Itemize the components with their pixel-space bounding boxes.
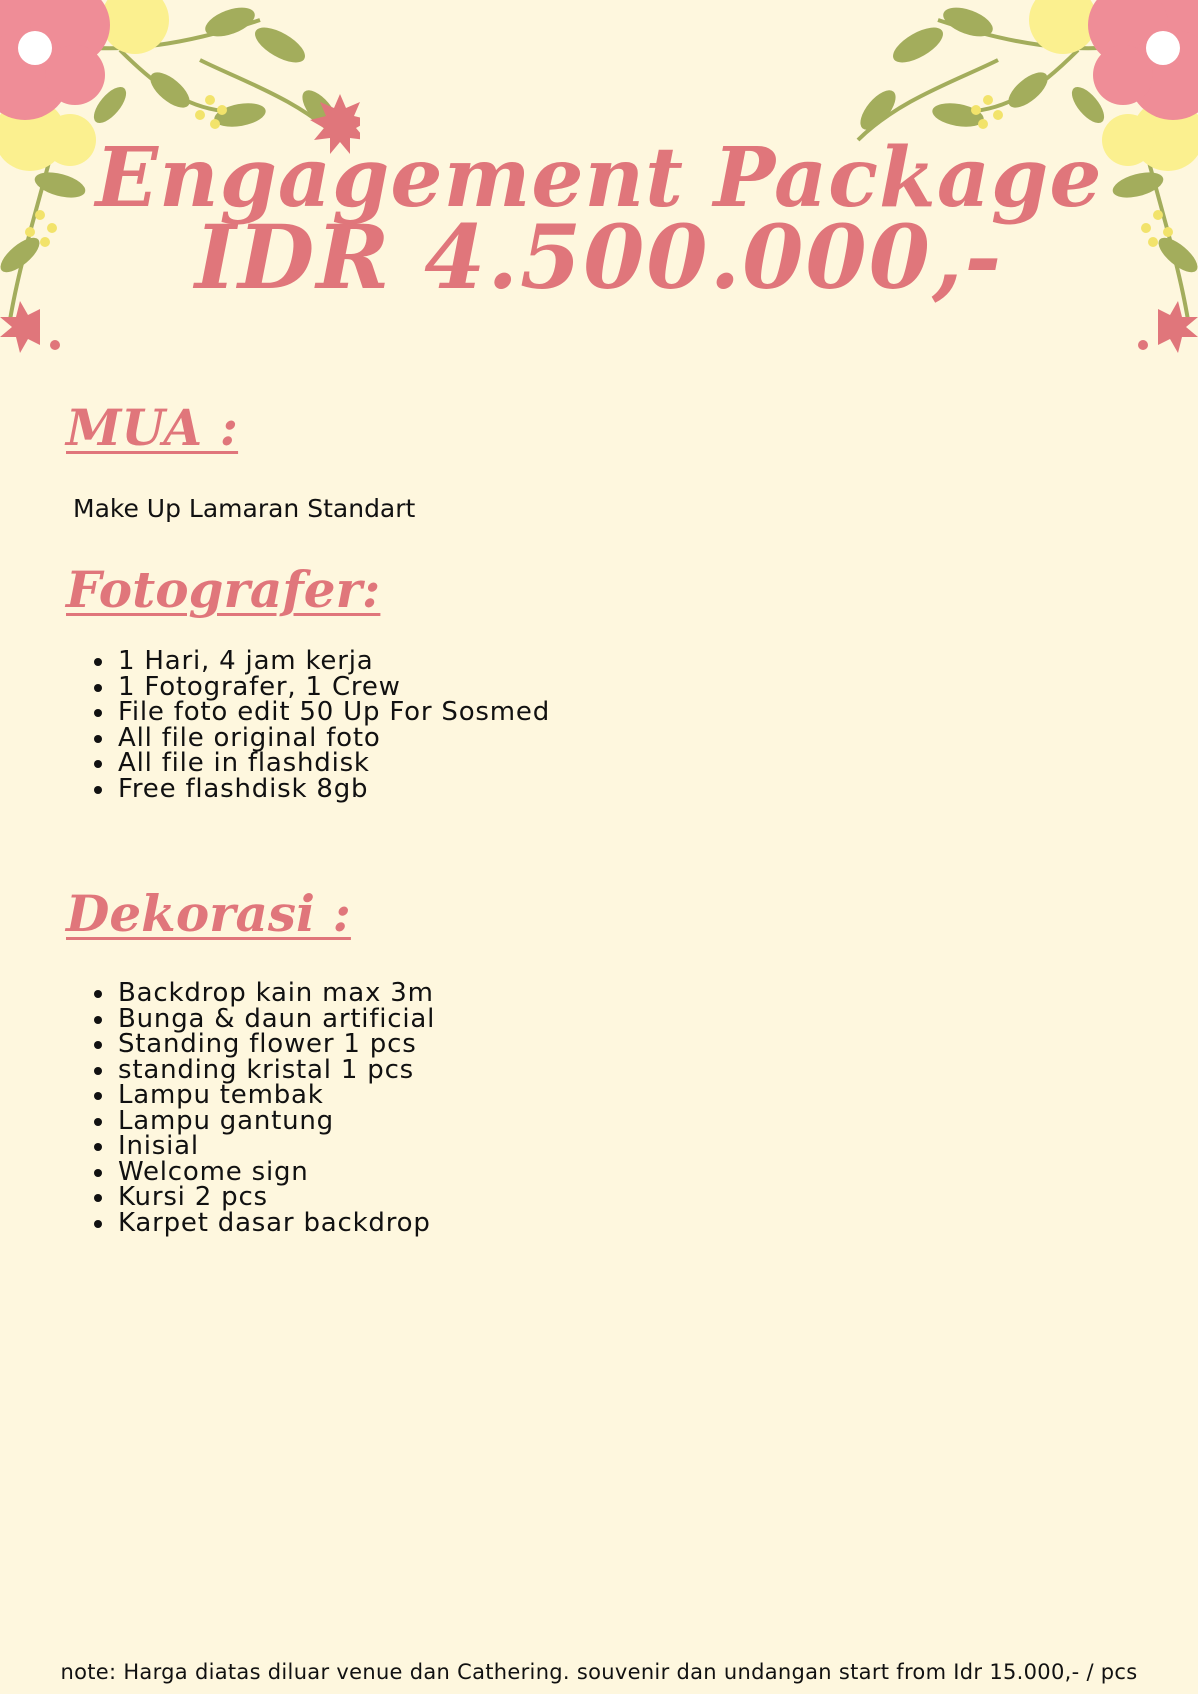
footer-note: note: Harga diatas diluar venue dan Cathering. souvenir dan undangan start from Idr 15.000,- / pcs xyxy=(60,1660,1138,1684)
list-item: • Standing flower 1 pcs xyxy=(116,1032,435,1058)
list-item: • Kursi 2 pcs xyxy=(116,1185,435,1211)
list-item: • All file original foto xyxy=(116,726,550,752)
list-item: • All file in flashdisk xyxy=(116,751,550,777)
list-item: • Free flashdisk 8gb xyxy=(116,777,550,803)
list-item: • 1 Hari, 4 jam kerja xyxy=(116,649,550,675)
fotografer-list xyxy=(74,646,551,804)
fotografer-heading: Fotografer: xyxy=(66,560,381,619)
list-item: • Welcome sign xyxy=(116,1160,435,1186)
package-price: IDR 4.500.000,- xyxy=(194,205,1004,309)
list-item: • Karpet dasar backdrop xyxy=(116,1211,435,1237)
list-item: • standing kristal 1 pcs xyxy=(116,1058,435,1084)
list-item: • Inisial xyxy=(116,1134,435,1160)
mua-heading: MUA : xyxy=(66,398,239,457)
dekorasi-list xyxy=(74,978,436,1238)
dekorasi-heading: Dekorasi : xyxy=(66,884,351,943)
mua-description: Make Up Lamaran Standart xyxy=(73,494,416,523)
list-item: • Backdrop kain max 3m xyxy=(116,981,435,1007)
list-item: • Bunga & daun artificial xyxy=(116,1007,435,1033)
list-item: • Lampu tembak xyxy=(116,1083,435,1109)
package-title: Engagement Package xyxy=(95,130,1103,226)
list-item: • 1 Fotografer, 1 Crew xyxy=(116,675,550,701)
list-item: • Lampu gantung xyxy=(116,1109,435,1135)
list-item: • File foto edit 50 Up For Sosmed xyxy=(116,700,550,726)
